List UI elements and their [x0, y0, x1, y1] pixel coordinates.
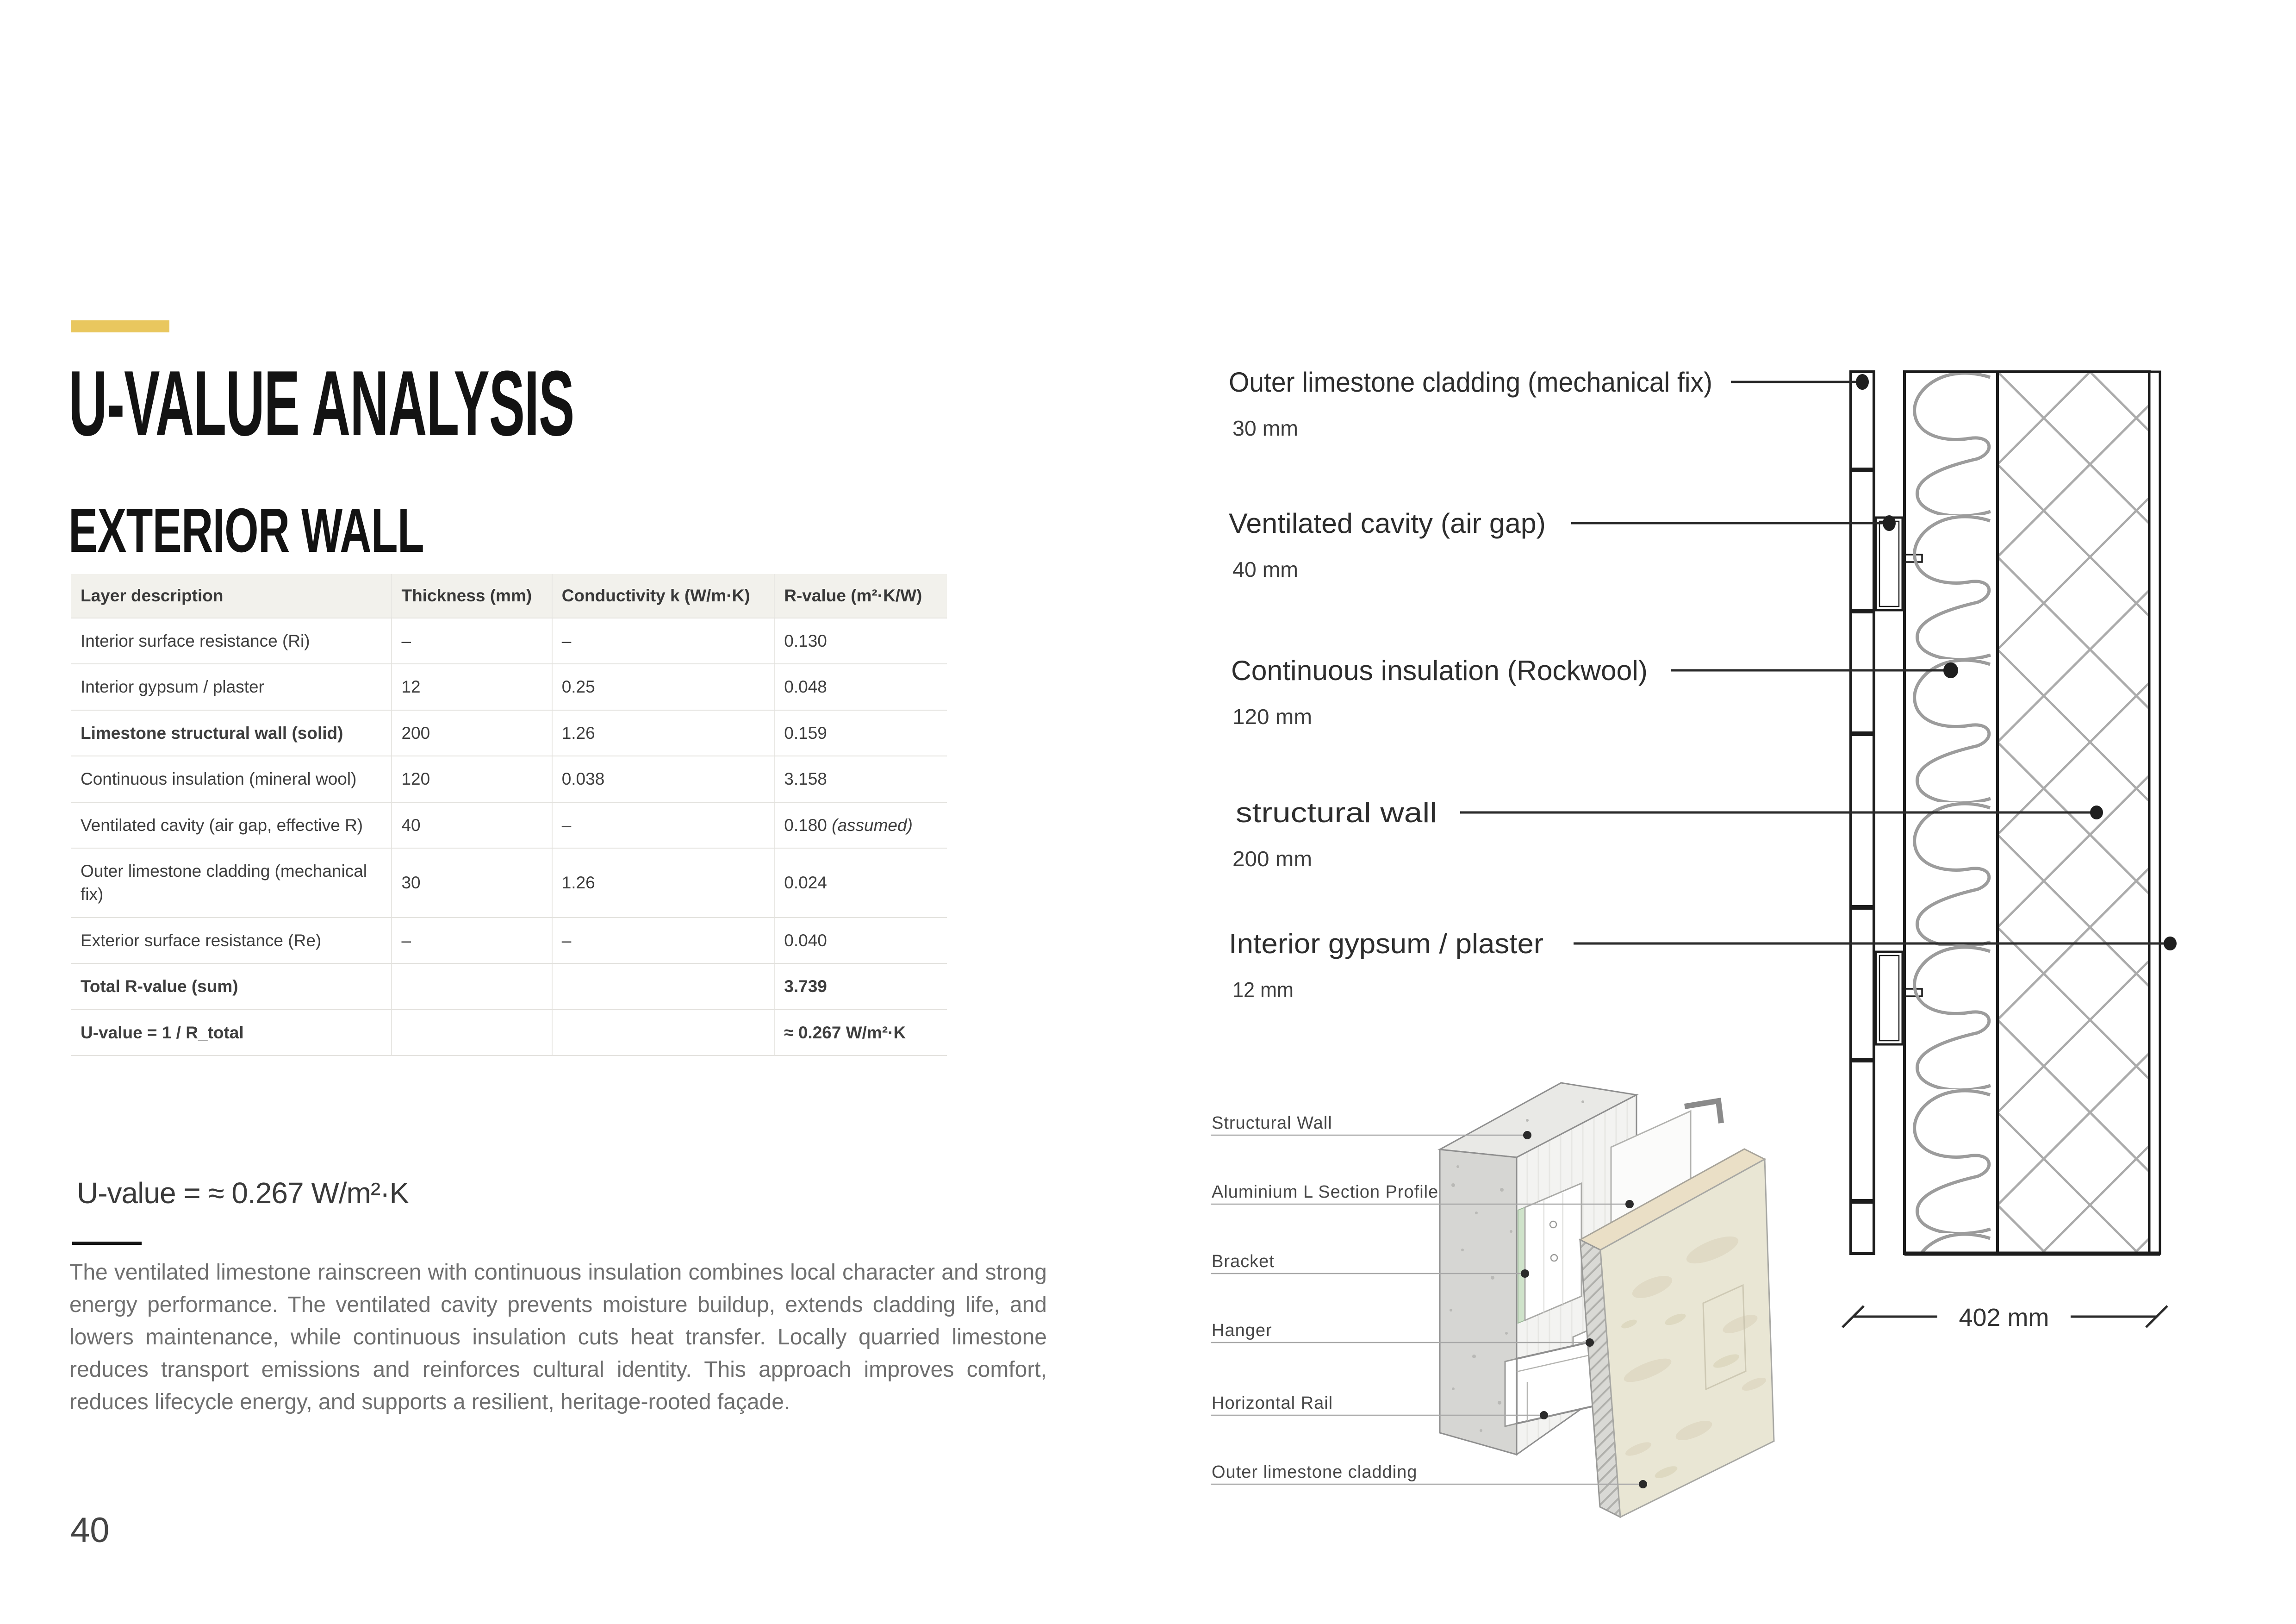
page-title-text: U-VALUE ANALYSIS [68, 352, 574, 455]
table-row [71, 756, 947, 802]
axon-bracket-green-edge [1518, 1207, 1525, 1323]
cell-thickness: – [392, 918, 552, 964]
uvalue-table [71, 574, 947, 1056]
cell-thickness: 40 [392, 802, 552, 849]
page-subtitle [68, 495, 576, 565]
page-number: 40 [70, 1511, 110, 1550]
cell-conductivity: 1.26 [552, 710, 775, 756]
cell-layer: Interior surface resistance (Ri) [71, 618, 392, 664]
axon-callout-label: Bracket [1212, 1252, 1275, 1271]
section-dimension [1842, 1304, 2167, 1331]
section-callout-size: 30 mm [1232, 416, 1298, 440]
cell-layer: Total R-value (sum) [71, 963, 392, 1010]
cell-layer: Interior gypsum / plaster [71, 664, 392, 710]
cell-rvalue: 0.130 [774, 618, 947, 664]
col-header-layer: Layer description [71, 574, 392, 618]
table-row [71, 664, 947, 710]
section-callout-label: Continuous insulation (Rockwool) [1231, 655, 1648, 686]
cell-layer: Continuous insulation (mineral wool) [71, 756, 392, 802]
u-value-summary: U-value = ≈ 0.267 W/m²·K [77, 1176, 409, 1210]
cell-thickness [392, 1010, 552, 1056]
dimension-label: 402 mm [1959, 1304, 2049, 1331]
table-row [71, 618, 947, 664]
cell-layer: U-value = 1 / R_total [71, 1010, 392, 1056]
axon-rail-end [1505, 1359, 1517, 1426]
cell-rvalue: 0.159 [774, 710, 947, 756]
section-callout-label: Outer limestone cladding (mechanical fix) [1229, 367, 1712, 398]
cell-conductivity: 0.038 [552, 756, 775, 802]
axon-callout-label: Structural Wall [1212, 1113, 1332, 1133]
table-header-row [71, 574, 947, 618]
cell-thickness: 12 [392, 664, 552, 710]
cell-thickness: 120 [392, 756, 552, 802]
accent-dash [71, 320, 169, 332]
cell-rvalue: 3.739 [774, 963, 947, 1010]
section-layer-gypsum [2149, 372, 2160, 1254]
col-header-conductivity: Conductivity k (W/m·K) [552, 574, 775, 618]
table-row [71, 1010, 947, 1056]
cell-thickness: 200 [392, 710, 552, 756]
section-callout-size: 40 mm [1232, 557, 1298, 581]
axon-callout-label: Aluminium L Section Profile [1212, 1182, 1439, 1202]
body-paragraph: The ventilated limestone rainscreen with continuous insulation combines local character and strong energy performance. The ventilated cavity prevents moisture buildup, extends cladding life, and lowers maintenance, while continuous insulation cuts heat transfer. Locally quarried limestone reduces transport emissions and reinforces cultural identity. This approach improves comfort, reduces lifecycle energy, and supports a resilient, heritage-rooted façade. [69, 1260, 1047, 1414]
cell-layer: Ventilated cavity (air gap, effective R) [71, 802, 392, 849]
cell-layer: Outer limestone cladding (mechanical fix) [71, 848, 392, 917]
cell-rvalue: ≈ 0.267 W/m²·K [774, 1010, 947, 1056]
cell-rvalue: 0.024 [774, 848, 947, 917]
axon-callout-label: Outer limestone cladding [1212, 1462, 1418, 1482]
table-row [71, 963, 947, 1010]
cell-conductivity: – [552, 802, 775, 849]
cell-conductivity [552, 1010, 775, 1056]
cell-thickness: 30 [392, 848, 552, 917]
cell-layer: Exterior surface resistance (Re) [71, 918, 392, 964]
section-callout-size: 200 mm [1232, 847, 1312, 871]
table-row [71, 848, 947, 917]
cell-rvalue: 0.180 (assumed) [774, 802, 947, 849]
cell-thickness [392, 963, 552, 1010]
table-row [71, 710, 947, 756]
section-callout-label: structural wall [1236, 797, 1437, 828]
page-title [68, 352, 940, 455]
cell-conductivity: 0.25 [552, 664, 775, 710]
col-header-rvalue: R-value (m²·K/W) [774, 574, 947, 618]
cell-conductivity: – [552, 618, 775, 664]
cell-rvalue: 3.158 [774, 756, 947, 802]
section-callout-label: Interior gypsum / plaster [1229, 928, 1543, 959]
table-row [71, 918, 947, 964]
axon-callout-label: Horizontal Rail [1212, 1393, 1333, 1413]
section-callout-size: 12 mm [1232, 978, 1294, 1002]
cell-conductivity [552, 963, 775, 1010]
axon-callout-label: Hanger [1212, 1321, 1272, 1340]
page-subtitle-text: EXTERIOR WALL [68, 495, 424, 565]
divider-line [72, 1242, 142, 1245]
cell-rvalue: 0.048 [774, 664, 947, 710]
table-row [71, 802, 947, 849]
section-callout-size: 120 mm [1232, 705, 1312, 729]
cell-conductivity: 1.26 [552, 848, 775, 917]
cell-conductivity: – [552, 918, 775, 964]
col-header-thickness: Thickness (mm) [392, 574, 552, 618]
section-callout-label: Ventilated cavity (air gap) [1229, 508, 1546, 539]
cell-layer: Limestone structural wall (solid) [71, 710, 392, 756]
cell-thickness: – [392, 618, 552, 664]
cell-rvalue: 0.040 [774, 918, 947, 964]
axon-drawing [1211, 1083, 1774, 1517]
wall-section-and-axon-drawing [1203, 324, 2296, 1537]
